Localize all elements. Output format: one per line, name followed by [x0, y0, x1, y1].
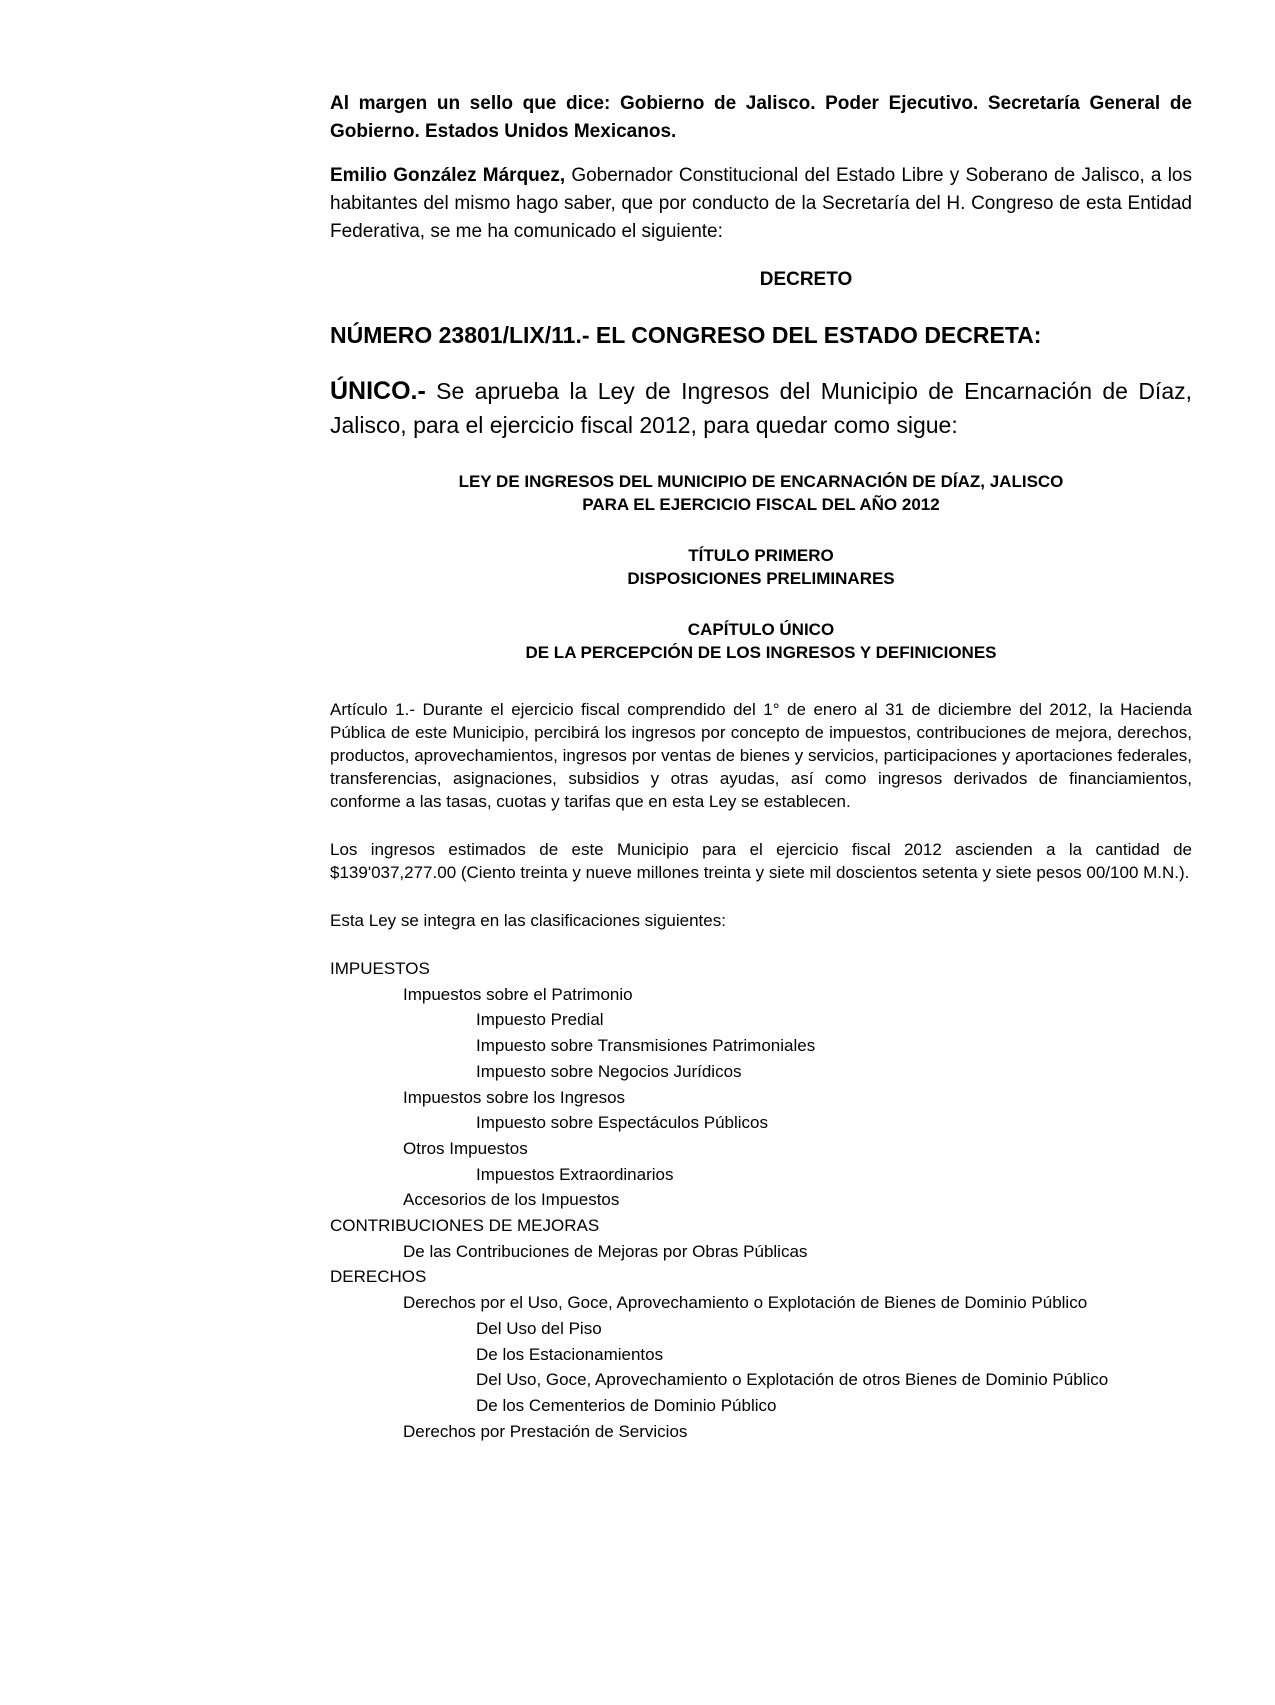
law-title-line-1: LEY DE INGRESOS DEL MUNICIPIO DE ENCARNACIÓN DE DÍAZ, JALISCO [458, 472, 1064, 491]
unico-text: Se aprueba la Ley de Ingresos del Municipio de Encarnación de Díaz, Jalisco, para el ejercicio fiscal 2012, para quedar como sigue: [330, 378, 1192, 438]
classification-item-level-0: IMPUESTOS [330, 959, 430, 978]
governor-text: Gobernador Constitucional del Estado Libre y Soberano de Jalisco, a los habitantes del mismo hago saber, que por conducto de la Secretaría del H. Congreso de esta Entidad Federativa, se me ha comunicado el siguiente: [330, 165, 1192, 242]
article-1-paragraph: Artículo 1.- Durante el ejercicio fiscal comprendido del 1° de enero al 31 de diciembre del 2012, la Hacienda Pública de este Municipio, percibirá los ingresos por concepto de impuestos, contribuciones de mejora, derechos, productos, aprovechamientos, ingresos por ventas de bienes y servicios, participaciones y aportaciones federales, transferencias, asignaciones, subsidios y otras ayudas, así como ingresos derivados de financiamientos, conforme a las tasas, cuotas y tarifas que en esta Ley se establecen. [330, 700, 1192, 811]
classification-item-level-2: Impuesto sobre Espectáculos Públicos [476, 1113, 768, 1133]
classification-item-level-2: De los Cementerios de Dominio Público [476, 1395, 777, 1415]
classification-item-level-1: Impuestos sobre el Patrimonio [403, 984, 633, 1004]
law-title-line-2: PARA EL EJERCICIO FISCAL DEL AÑO 2012 [582, 495, 940, 514]
chapter-heading [330, 618, 1192, 664]
governor-name: Emilio González Márquez, [330, 165, 566, 186]
classification-item-level-2: Impuesto Predial [476, 1010, 604, 1030]
title-heading-line-2: DISPOSICIONES PRELIMINARES [627, 569, 895, 588]
classification-item-level-0: DERECHOS [330, 1267, 427, 1287]
chapter-heading-line-1: CAPÍTULO ÚNICO [687, 620, 835, 639]
classification-item-level-2: Impuesto sobre Transmisiones Patrimoniales [476, 1036, 816, 1056]
classification-item-level-2: Del Uso del Piso [476, 1318, 602, 1338]
chapter-heading-line-2: DE LA PERCEPCIÓN DE LOS INGRESOS Y DEFINICIONES [525, 643, 997, 662]
classification-item-level-0: CONTRIBUCIONES DE MEJORAS [330, 1216, 600, 1236]
classification-item-level-2: Impuestos Extraordinarios [476, 1164, 674, 1184]
classifications-list [330, 956, 1192, 1444]
decree-number-line: NÚMERO 23801/LIX/11.- EL CONGRESO DEL ESTADO DECRETA: [330, 322, 1042, 348]
classification-item-level-1: Otros Impuestos [403, 1138, 528, 1158]
classification-item-level-2: Impuesto sobre Negocios Jurídicos [476, 1061, 742, 1081]
classification-item-level-1: Derechos por el Uso, Goce, Aprovechamiento o Explotación de Bienes de Dominio Público [403, 1293, 1088, 1313]
classification-item-level-2: Del Uso, Goce, Aprovechamiento o Explotación de otros Bienes de Dominio Público [476, 1370, 1109, 1390]
title-heading [330, 544, 1192, 590]
unico-lead: ÚNICO.- [330, 377, 426, 405]
title-heading-line-1: TÍTULO PRIMERO [688, 546, 834, 565]
decreto-label: DECRETO [759, 269, 853, 290]
classification-item-level-1: De las Contribuciones de Mejoras por Obras Públicas [403, 1241, 808, 1261]
classifications-intro: Esta Ley se integra en las clasificaciones siguientes: [330, 911, 726, 930]
unico-paragraph [330, 374, 1192, 442]
classification-item-level-1: Impuestos sobre los Ingresos [403, 1087, 626, 1107]
classification-item-level-1: Derechos por Prestación de Servicios [403, 1421, 688, 1441]
governor-paragraph [330, 162, 1192, 246]
classification-item-level-1: Accesorios de los Impuestos [403, 1190, 620, 1210]
law-title [330, 470, 1192, 516]
estimated-income-paragraph: Los ingresos estimados de este Municipio para el ejercicio fiscal 2012 ascienden a la cantidad de $139'037,277.00 (Ciento treinta y nueve millones treinta y siete mil doscientos setenta y siete pesos 00/100 M.N.). [330, 840, 1192, 882]
classification-item-level-2: De los Estacionamientos [476, 1344, 664, 1364]
stamp-paragraph: Al margen un sello que dice: Gobierno de Jalisco. Poder Ejecutivo. Secretaría General de Gobierno. Estados Unidos Mexicanos. [330, 93, 1192, 142]
document-page [330, 90, 1192, 1444]
